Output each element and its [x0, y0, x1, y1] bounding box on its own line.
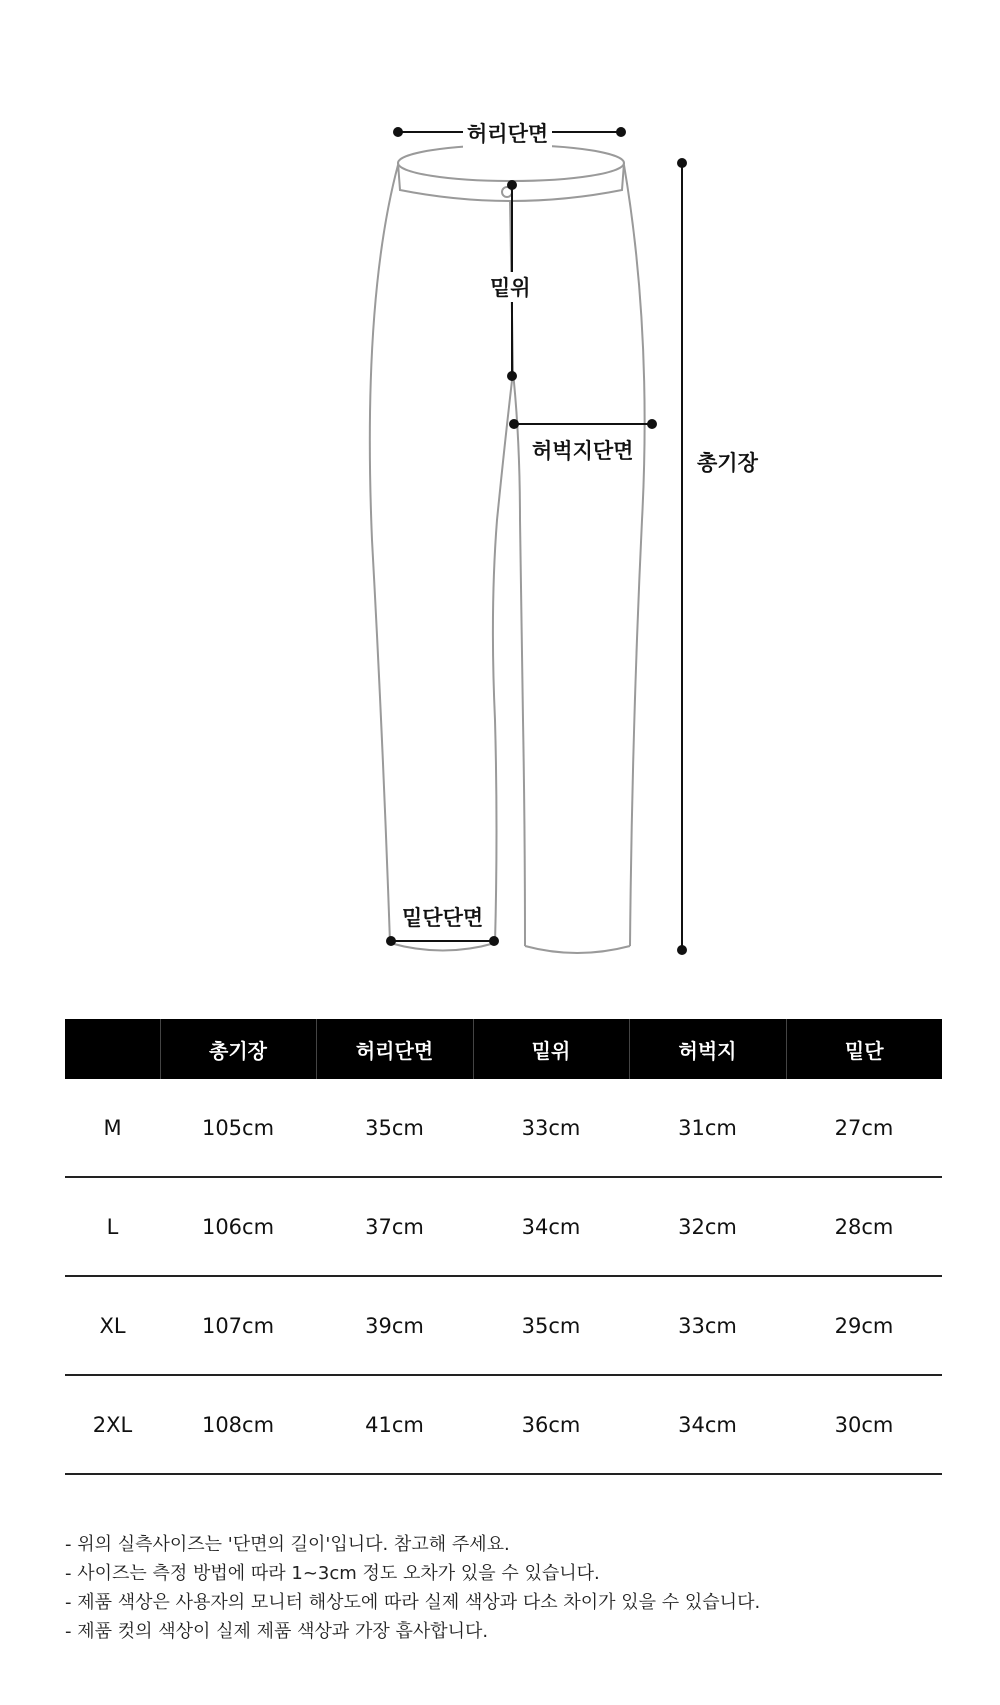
- right-hem: [525, 946, 630, 953]
- size-cell: L: [65, 1177, 160, 1276]
- note-item: - 위의 실측사이즈는 '단면의 길이'입니다. 참고해 주세요.: [65, 1534, 510, 1555]
- table-row: [65, 1375, 942, 1474]
- table-cell: 108cm: [160, 1375, 316, 1474]
- waist-label: 허리단면: [463, 118, 552, 148]
- table-header-waist: 허리단면: [316, 1019, 473, 1079]
- thigh-label: 허벅지단면: [532, 439, 634, 463]
- table-header-thigh: 허벅지: [629, 1019, 786, 1079]
- right-outseam: [624, 165, 645, 946]
- table-row: [65, 1079, 942, 1177]
- table-cell: 35cm: [473, 1276, 629, 1375]
- table-cell: 105cm: [160, 1079, 316, 1177]
- waistband-top: [398, 145, 624, 181]
- table-cell: 34cm: [473, 1177, 629, 1276]
- table-cell: 34cm: [629, 1375, 786, 1474]
- table-header-hem: 밑단: [786, 1019, 942, 1079]
- total-length-label: 총기장: [693, 447, 762, 477]
- size-table: [65, 1019, 942, 1475]
- table-row: [65, 1177, 942, 1276]
- table-cell: 37cm: [316, 1177, 473, 1276]
- size-cell: XL: [65, 1276, 160, 1375]
- size-cell: M: [65, 1079, 160, 1177]
- table-cell: 30cm: [786, 1375, 942, 1474]
- right-inseam: [513, 372, 525, 946]
- size-notes: [65, 1530, 760, 1646]
- table-cell: 33cm: [473, 1079, 629, 1177]
- table-cell: 107cm: [160, 1276, 316, 1375]
- note-item: - 사이즈는 측정 방법에 따라 1~3cm 정도 오차가 있을 수 있습니다.: [65, 1563, 600, 1584]
- table-cell: 36cm: [473, 1375, 629, 1474]
- left-outseam: [370, 165, 398, 943]
- hem-label: 밑단단면: [402, 906, 484, 930]
- left-hem: [390, 943, 495, 951]
- table-header-row: [65, 1019, 942, 1079]
- table-header-size: [65, 1019, 160, 1079]
- table-header-rise: 밑위: [473, 1019, 629, 1079]
- left-inseam: [493, 372, 513, 943]
- note-item: - 제품 색상은 사용자의 모니터 해상도에 따라 실제 색상과 다소 차이가 있을 수 있습니다.: [65, 1592, 761, 1613]
- table-cell: 29cm: [786, 1276, 942, 1375]
- table-row: [65, 1276, 942, 1375]
- table-cell: 31cm: [629, 1079, 786, 1177]
- table-cell: 41cm: [316, 1375, 473, 1474]
- table-cell: 28cm: [786, 1177, 942, 1276]
- table-cell: 33cm: [629, 1276, 786, 1375]
- table-header-total-length: 총기장: [160, 1019, 316, 1079]
- table-cell: 39cm: [316, 1276, 473, 1375]
- rise-label: 밑위: [486, 272, 535, 302]
- table-cell: 106cm: [160, 1177, 316, 1276]
- table-cell: 32cm: [629, 1177, 786, 1276]
- table-cell: 35cm: [316, 1079, 473, 1177]
- note-item: - 제품 컷의 색상이 실제 제품 색상과 가장 흡사합니다.: [65, 1621, 489, 1642]
- table-cell: 27cm: [786, 1079, 942, 1177]
- size-cell: 2XL: [65, 1375, 160, 1474]
